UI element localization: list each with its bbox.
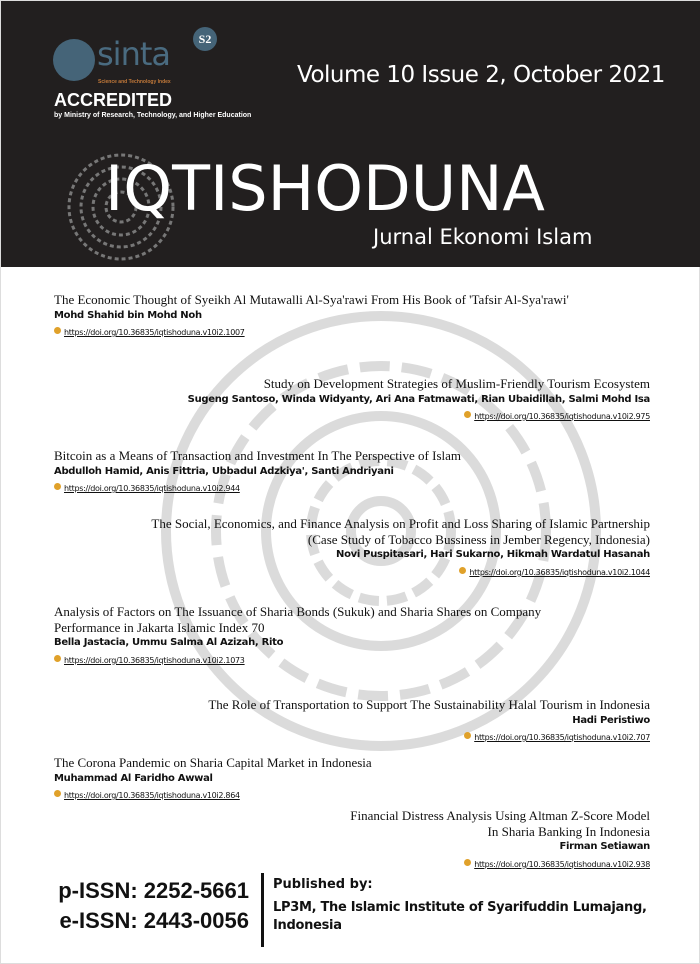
article-authors: Mohd Shahid bin Mohd Noh (54, 309, 202, 321)
article-8 (350, 808, 650, 872)
article-2 (188, 376, 650, 425)
doi-icon (459, 567, 466, 574)
article-5 (54, 604, 541, 668)
journal-subtitle: Jurnal Ekonomi Islam (373, 225, 593, 249)
cover-header (1, 1, 700, 267)
doi-icon (464, 411, 471, 418)
article-doi-link[interactable]: https://doi.org/10.36835/iqtishoduna.v10i2.944 (64, 484, 240, 493)
article-1 (54, 292, 569, 341)
footer-divider (261, 873, 264, 947)
doi-icon (54, 790, 61, 797)
article-title: Study on Development Strategies of Muslim-Friendly Tourism Ecosystem (263, 376, 650, 391)
accredited-label: ACCREDITED (54, 90, 173, 110)
p-issn: p-ISSN: 2252-5661 (58, 878, 249, 903)
article-title: The Social, Economics, and Finance Analysis on Profit and Loss Sharing of Islamic Partnership (151, 516, 650, 531)
article-doi-link[interactable]: https://doi.org/10.36835/iqtishoduna.v10i2.1073 (64, 655, 245, 665)
publisher-name: LP3M, The Islamic Institute of Syarifuddin Lumajang, Indonesia (273, 900, 647, 933)
doi-icon (464, 859, 471, 866)
article-4 (151, 516, 650, 580)
doi-icon (54, 483, 61, 490)
accredited-by: by Ministry of Research, Technology, and Higher Education (54, 112, 252, 119)
article-authors: Novi Puspitasari, Hari Sukarno, Hikmah Wardatul Hasanah (336, 549, 650, 560)
sinta-logo-text: sinta (97, 35, 170, 73)
article-doi-link[interactable]: https://doi.org/10.36835/iqtishoduna.v10i2.864 (64, 791, 240, 800)
e-issn: e-ISSN: 2443-0056 (59, 908, 249, 933)
article-title-line2: Performance in Jakarta Islamic Index 70 (54, 619, 265, 635)
article-authors: Bella Jastacia, Ummu Salma Al Azizah, Rito (54, 637, 284, 648)
article-authors: Sugeng Santoso, Winda Widyanty, Ari Ana Fatmawati, Rian Ubaidillah, Salmi Mohd Isa (187, 393, 650, 405)
article-doi-link[interactable]: https://doi.org/10.36835/iqtishoduna.v10i2.1007 (64, 328, 245, 337)
article-3 (54, 448, 461, 497)
doi-icon (54, 655, 61, 662)
article-title: Analysis of Factors on The Issuance of Sharia Bonds (Sukuk) and Sharia Shares on Company (54, 604, 542, 619)
doi-icon (54, 327, 61, 334)
issn-block (58, 876, 249, 936)
journal-title: IQTISHODUNA (105, 152, 545, 225)
article-title: The Role of Transportation to Support The Sustainability Halal Tourism in Indonesia (208, 697, 650, 712)
sinta-logo-icon (53, 39, 95, 81)
published-by-label: Published by: (273, 877, 373, 892)
article-doi-link[interactable]: https://doi.org/10.36835/iqtishoduna.v10i2.707 (474, 733, 650, 742)
doi-icon (464, 732, 471, 739)
article-title: The Economic Thought of Syeikh Al Mutawalli Al-Sya'rawi From His Book of 'Tafsir Al-Sya'rawi' (54, 292, 569, 307)
article-title-line2: In Sharia Banking In Indonesia (487, 823, 650, 839)
article-authors: Hadi Peristiwo (572, 714, 650, 726)
article-doi-link[interactable]: https://doi.org/10.36835/iqtishoduna.v10i2.975 (474, 412, 650, 421)
article-authors: Abdulloh Hamid, Anis Fittria, Ubbadul Adzkiya', Santi Andriyani (54, 465, 394, 477)
article-6 (208, 697, 650, 746)
article-doi-link[interactable]: https://doi.org/10.36835/iqtishoduna.v10i2.1044 (469, 567, 650, 577)
sinta-rank-badge: S2 (193, 27, 217, 51)
sinta-logo-subtitle: Science and Technology Index (98, 79, 171, 85)
article-title: Financial Distress Analysis Using Altman Z-Score Model (350, 808, 650, 823)
article-title: The Corona Pandemic on Sharia Capital Market in Indonesia (54, 755, 372, 770)
article-title: Bitcoin as a Means of Transaction and Investment In The Perspective of Islam (54, 448, 462, 463)
article-doi-link[interactable]: https://doi.org/10.36835/iqtishoduna.v10i2.938 (474, 859, 650, 869)
article-authors: Firman Setiawan (559, 841, 650, 852)
article-7 (54, 755, 372, 804)
volume-issue: Volume 10 Issue 2, October 2021 (297, 62, 665, 88)
article-authors: Muhammad Al Faridho Awwal (54, 772, 213, 784)
article-title-line2: (Case Study of Tobacco Bussiness in Jember Regency, Indonesia) (307, 531, 650, 547)
